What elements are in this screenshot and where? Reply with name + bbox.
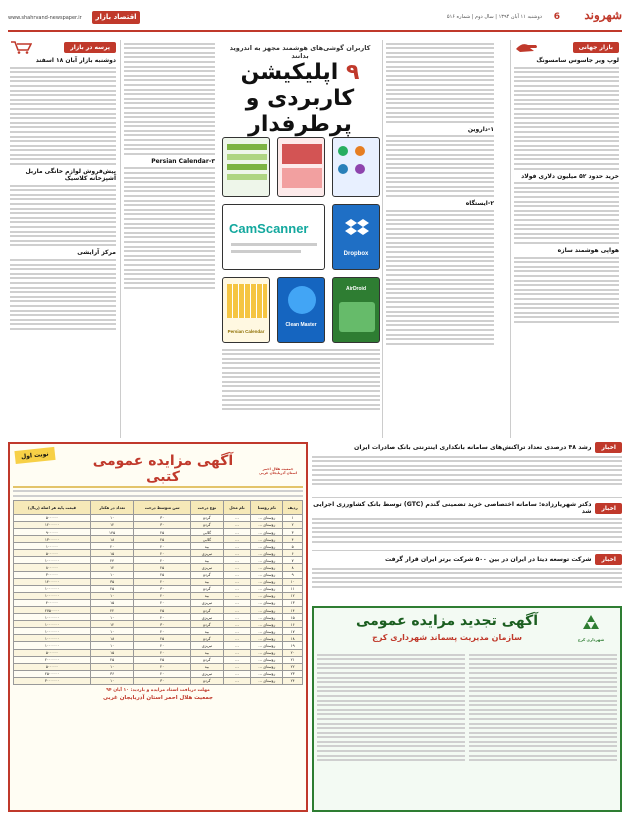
dropbox-label: Dropbox — [343, 251, 369, 257]
auction-cell: روستای ... — [251, 628, 283, 635]
auction-table-row — [14, 599, 303, 606]
auction-cell: ۱۲۰۰۰۰۰ — [14, 521, 91, 528]
karaj-logo: شهرداری کرج — [569, 613, 613, 642]
auction-cell: ۳۰ — [134, 585, 191, 592]
feature-subhead-1: ۱-داروین — [467, 125, 494, 133]
auction-cell: ۱۰ — [90, 592, 133, 599]
auction-cell: ۱۶ — [283, 621, 303, 628]
auction-cell: گردو — [191, 656, 224, 663]
auction-cell: ۱۴ — [283, 607, 303, 614]
page-number: 6 — [553, 12, 560, 22]
middle-body-2 — [124, 167, 215, 288]
headline-2: پیش‌فروش لوازم خانگی ماربل آشپزخانه کلاسیک — [25, 168, 116, 183]
auction-table-header — [14, 500, 303, 514]
karaj-ad-subtitle: سازمان مدیریت پسماند شهرداری کرج — [372, 633, 522, 642]
auction-cell: تبریزی — [191, 642, 224, 649]
article-body-3 — [514, 257, 619, 323]
auction-cell: بید — [191, 578, 224, 585]
auction-cell: ۱۸ — [90, 536, 133, 543]
auction-cell: ۷ — [283, 557, 303, 564]
auction-cell: ۲۵ — [134, 571, 191, 578]
col-village: نام روستا — [251, 500, 283, 514]
header-rule — [8, 30, 622, 32]
auction-cell: ۲۰ — [283, 649, 303, 656]
auction-cell: ۱۰۰۰۰۰۰ — [14, 557, 91, 564]
auction-cell: ۲۴ — [90, 557, 133, 564]
article-body-2 — [514, 182, 619, 244]
auction-table-row — [14, 635, 303, 642]
news-tag: اخبار — [595, 554, 622, 565]
page-header — [8, 6, 622, 32]
news-item-2 — [312, 501, 622, 551]
auction-table-row — [14, 649, 303, 656]
auction-cell: ۱۰۰۰۰۰۰ — [14, 621, 91, 628]
auction-cell: بید — [191, 592, 224, 599]
auction-cell: ۳ — [283, 528, 303, 535]
right-column — [510, 40, 622, 438]
persiancalendar-label: Persian Calendar — [227, 329, 265, 334]
left-column — [8, 40, 118, 438]
red-crescent-logo: جمعیت هلال احمر استان آذربایجان غربی — [257, 449, 299, 475]
auction-cell: ۱۳۰۰۰۰۰ — [14, 536, 91, 543]
auction-cell: ... — [223, 628, 251, 635]
auction-cell: ۵۰۰۰۰۰ — [14, 649, 91, 656]
auction-cell: ۱۲ — [283, 592, 303, 599]
auction-cell: ... — [223, 635, 251, 642]
auction-cell: گردو — [191, 571, 224, 578]
feature-title: ۹ اپلیکیشن — [240, 60, 360, 85]
auction-cell: ۱ — [283, 514, 303, 521]
auction-cell: ۵ — [283, 543, 303, 550]
phone-screenshot-3 — [222, 137, 270, 197]
auction-cell: ۲۵ — [134, 635, 191, 642]
news-body-3 — [312, 568, 622, 588]
auction-cell: گلابی — [191, 528, 224, 535]
phone-screenshot-airdroid — [332, 277, 380, 343]
auction-cell: بید — [191, 649, 224, 656]
news-item-3 — [312, 554, 622, 602]
auction-cell: روستای ... — [251, 571, 283, 578]
auction-cell: تبریزی — [191, 564, 224, 571]
auction-cell: ۲۵ — [134, 656, 191, 663]
auction-table-row — [14, 628, 303, 635]
auction-cell: ۲۰ — [134, 670, 191, 677]
phone-screenshot-1 — [332, 137, 380, 197]
auction-cell: روستای ... — [251, 536, 283, 543]
col-tree-age: سن متوسط درخت — [134, 500, 191, 514]
phone-screenshot-camscanner — [222, 204, 325, 270]
section-badge: اقتصاد بازار — [92, 11, 140, 24]
auction-table-row — [14, 564, 303, 571]
auction-cell: ۴ — [283, 536, 303, 543]
auction-cell: ۱۰۰۰۰۰۰ — [14, 585, 91, 592]
auction-cell: روستای ... — [251, 635, 283, 642]
auction-cell: ۲۵ — [90, 585, 133, 592]
auction-table-row — [14, 614, 303, 621]
auction-cell: ۳۰ — [134, 521, 191, 528]
auction-cell: ۱۸ — [283, 635, 303, 642]
auction-cell: ۲۲ — [90, 607, 133, 614]
section-title: بازار جهانی — [573, 42, 619, 53]
auction-cell: ۱۰ — [90, 642, 133, 649]
auction-cell: ۲۰ — [134, 543, 191, 550]
auction-table-row — [14, 528, 303, 535]
auction-cell: روستای ... — [251, 656, 283, 663]
auction-cell: روستای ... — [251, 521, 283, 528]
auction-cell: ۱۰۰۰۰۰۰ — [14, 592, 91, 599]
auction-cell: ۱۰ — [90, 514, 133, 521]
auction-cell: ۱۰ — [90, 663, 133, 670]
auction-cell: ۲۲ — [283, 663, 303, 670]
news-item-1 — [312, 442, 622, 498]
auction-cell: ۱۵ — [90, 550, 133, 557]
auction-cell: ۸۰۰۰۰۰ — [14, 564, 91, 571]
auction-cell: گردو — [191, 635, 224, 642]
auction-table-row — [14, 656, 303, 663]
auction-cell: ۲۰ — [134, 557, 191, 564]
news-body-2 — [312, 518, 622, 543]
auction-cell: ۱۲ — [90, 521, 133, 528]
crescent-icon — [270, 449, 286, 465]
auction-cell: ... — [223, 514, 251, 521]
auction-cell: ۱۵ — [90, 649, 133, 656]
auction-cell: ۱۰۰۰۰۰ — [14, 543, 91, 550]
news-tag: اخبار — [595, 503, 622, 514]
auction-cell: ... — [223, 670, 251, 677]
auction-table-row — [14, 536, 303, 543]
auction-cell: ۲ — [283, 521, 303, 528]
auction-cell: تبریزی — [191, 614, 224, 621]
auction-cell: ۱۰۰۰۰۰۰ — [14, 614, 91, 621]
auction-cell: ۳۰ — [134, 677, 191, 684]
karaj-ad-body-right — [469, 651, 617, 764]
auction-cell: بید — [191, 543, 224, 550]
auction-cell: ... — [223, 677, 251, 684]
auction-cell: ۲۵ — [134, 607, 191, 614]
auction-cell: ۲۴ — [283, 677, 303, 684]
auction-cell: ۲۰ — [134, 578, 191, 585]
col-tree-type: نوع درخت — [191, 500, 224, 514]
auction-cell: ۲۵ — [134, 528, 191, 535]
auction-cell: ... — [223, 614, 251, 621]
col-price: قیمت پایه هر اصله (ریال) — [14, 500, 91, 514]
auction-table-row — [14, 521, 303, 528]
middle-body-1 — [124, 43, 215, 155]
auction-table-row — [14, 670, 303, 677]
headline-1: دوشنبه بازار آبان ۱۸ اسفند — [35, 57, 116, 64]
auction-table-row — [14, 557, 303, 564]
auction-cell: ۱۲ — [90, 621, 133, 628]
auction-cell: ۲۰ — [134, 592, 191, 599]
auction-cell: ۱۰۰۰۰۰۰ — [14, 642, 91, 649]
karaj-auction-ad — [312, 606, 622, 812]
auction-cell: گردو — [191, 514, 224, 521]
auction-cell: ۲۰ — [90, 543, 133, 550]
auction-cell: گردو — [191, 585, 224, 592]
auction-cell: ۲۰ — [134, 614, 191, 621]
news-tag: اخبار — [595, 442, 622, 453]
auction-table-row — [14, 514, 303, 521]
auction-cell: ۲۰ — [134, 599, 191, 606]
auction-cell: ... — [223, 578, 251, 585]
feature-title-line2: کاربردی و پرطرفدار — [245, 86, 355, 137]
auction-cell: ۱۵ — [283, 614, 303, 621]
news-headline-2: دکتر شهریار‌زاده: سامانه اختصاصی خرید تضمینی گندم (GTC) توسط بانک کشاورزی اجرایی شد — [313, 501, 592, 515]
auction-cell: روستای ... — [251, 614, 283, 621]
auction-cell: ۲۰ — [134, 649, 191, 656]
auction-table-row — [14, 585, 303, 592]
auction-table-row — [14, 677, 303, 684]
feature-body-3 — [386, 210, 494, 345]
auction-cell: ... — [223, 571, 251, 578]
auction-cell: ۲۵ — [90, 656, 133, 663]
auction-cell: روستای ... — [251, 550, 283, 557]
auction-table-row — [14, 578, 303, 585]
auction-cell: ۵۰۰۰۰۰ — [14, 550, 91, 557]
middle-subhead: ۳-Persian Calendar — [151, 157, 215, 165]
auction-cell: ۱۹ — [283, 642, 303, 649]
auction-cell: گردو — [191, 607, 224, 614]
auction-cell: ۱۲ — [90, 564, 133, 571]
auction-cell: روستای ... — [251, 649, 283, 656]
auction-cell: ۹۰۰۰۰۰ — [14, 528, 91, 535]
auction-table-row — [14, 642, 303, 649]
col-place: نام محل — [223, 500, 251, 514]
auction-cell: ... — [223, 649, 251, 656]
auction-cell: ۳۰۰۰۰۰۰ — [14, 677, 91, 684]
issue-info: دوشنبه ۱۱ آبان ۱۳۹۴ | سال دوم | شماره ۵۱۶ — [446, 14, 542, 20]
auction-cell: ... — [223, 599, 251, 606]
auction-cell: گردو — [191, 677, 224, 684]
col-row: ردیف — [283, 500, 303, 514]
auction-cell: بید — [191, 557, 224, 564]
auction-cell: ۲۰۰۰۰۰۰ — [14, 656, 91, 663]
headline-2: خرید حدود ۵۲ میلیون دلاری فولاد — [521, 172, 619, 180]
auction-cell: ۱۰ — [90, 571, 133, 578]
middle-text-column — [120, 40, 218, 438]
news-body-1 — [312, 456, 622, 486]
auction-cell: ۲۰ — [134, 550, 191, 557]
auction-table-row — [14, 607, 303, 614]
auction-cell: ۵۰۰۰۰۰ — [14, 663, 91, 670]
auction-cell: ... — [223, 536, 251, 543]
auction-cell: روستای ... — [251, 592, 283, 599]
left-body-1 — [10, 67, 116, 165]
dropbox-icon — [345, 219, 369, 239]
auction-cell: ۴۰۰۰۰۰ — [14, 599, 91, 606]
auction-cell: ۶ — [283, 550, 303, 557]
auction-cell: ۹ — [283, 571, 303, 578]
auction-cell: ۱۰ — [90, 628, 133, 635]
auction-table — [13, 500, 303, 685]
auction-cell: ... — [223, 656, 251, 663]
auction-cell: ... — [223, 585, 251, 592]
auction-table-row — [14, 543, 303, 550]
news-headline-3: شرکت توسعه دیتا در ایران در بین ۵۰۰ شرکت برتر ایران قرار گرفت — [384, 556, 592, 563]
phone-screenshot-cleanmaster — [277, 277, 325, 343]
auction-cell: ... — [223, 592, 251, 599]
auction-cell: روستای ... — [251, 642, 283, 649]
auction-cell: ۲۱ — [283, 656, 303, 663]
auction-footer-org: جمعیت هلال احمر استان آذربایجان غربی — [102, 695, 214, 702]
auction-cell: ... — [223, 550, 251, 557]
auction-cell: ... — [223, 607, 251, 614]
auction-cell: گردو — [191, 521, 224, 528]
headline-3: هواپی هوشمند سازه — [557, 246, 619, 254]
auction-cell: گلابی — [191, 536, 224, 543]
feature-subhead-2: ۲-ایستگاه — [465, 200, 494, 207]
feature-text-column — [382, 40, 497, 438]
auction-footer-note: مهلت دریافت اسناد مزایده و بازدید: ۱۰ آبان ۹۴ — [106, 688, 210, 694]
auction-cell: ... — [223, 663, 251, 670]
auction-cell: روستای ... — [251, 663, 283, 670]
auction-cell: ۲۳ — [283, 670, 303, 677]
auction-cell: روستای ... — [251, 528, 283, 535]
newspaper-logo: شهروند — [584, 8, 622, 22]
hand-icon — [514, 40, 540, 54]
auction-cell: ۱۰ — [283, 578, 303, 585]
feature-caption-block — [222, 346, 380, 436]
auction-cell: روستای ... — [251, 578, 283, 585]
cleanmaster-label: Clean Master — [285, 322, 317, 328]
auction-cell: ... — [223, 521, 251, 528]
auction-cell: ۱۸ — [90, 635, 133, 642]
auction-cell: ۳۶ — [90, 670, 133, 677]
karaj-ad-body-left — [317, 651, 465, 764]
shopping-cart-icon — [10, 40, 32, 54]
auction-cell: ۲۵ — [134, 536, 191, 543]
auction-cell: گردو — [191, 621, 224, 628]
auction-cell: روستای ... — [251, 607, 283, 614]
auction-cell: تبریزی — [191, 599, 224, 606]
auction-cell: ۱۰ — [90, 677, 133, 684]
left-body-3 — [10, 259, 116, 330]
auction-cell: ... — [223, 543, 251, 550]
auction-cell: ۱۴۵ — [90, 528, 133, 535]
phone-screenshot-persiancalendar — [222, 277, 270, 343]
auction-cell: ۳۰۰۰۰۰ — [14, 571, 91, 578]
auction-cell: ۱۳ — [283, 599, 303, 606]
auction-cell: تبریزی — [191, 550, 224, 557]
news-headline-1: رشد ۴۸ درصدی تعداد تراکنش‌های سامانه بانکداری اینترنتی بانک صادرات ایران — [354, 444, 592, 451]
col-count: تعداد در هکتار — [90, 500, 133, 514]
auction-cell: ۲۵ — [134, 564, 191, 571]
auction-cell: روستای ... — [251, 514, 283, 521]
auction-cell: ۱۰۰۰۰۰۰ — [14, 628, 91, 635]
auction-cell: ۱۱ — [283, 585, 303, 592]
auction-cell: ۱۰ — [90, 614, 133, 621]
camscanner-label: CamScanner — [229, 221, 309, 236]
auction-badge: نوبت اول — [14, 447, 55, 464]
auction-cell: ۲۰ — [134, 663, 191, 670]
auction-cell: ۱۰۰۰۰۰۰ — [14, 635, 91, 642]
auction-cell: روستای ... — [251, 599, 283, 606]
auction-intro — [13, 486, 303, 497]
auction-cell: ... — [223, 621, 251, 628]
headline-3: مرکز آرایشی — [77, 249, 116, 257]
auction-cell: ... — [223, 642, 251, 649]
auction-table-row — [14, 571, 303, 578]
auction-cell: ۳۰ — [134, 514, 191, 521]
feature-caption — [222, 349, 380, 411]
auction-table-row — [14, 621, 303, 628]
auction-cell: ۳۰ — [134, 621, 191, 628]
auction-cell: روستای ... — [251, 670, 283, 677]
auction-title: آگهی مزایده عمومی کتبی — [92, 453, 234, 485]
phone-screenshot-2 — [277, 137, 325, 197]
auction-cell: روستای ... — [251, 621, 283, 628]
auction-table-row — [14, 592, 303, 599]
auction-cell: ۲۵۰۰۰۰۰ — [14, 670, 91, 677]
airdroid-label: AirDroid — [346, 286, 366, 292]
feature-body-2 — [386, 135, 494, 197]
feature-title-block — [220, 44, 380, 138]
phone-screenshot-dropbox — [332, 204, 380, 270]
auction-cell: ۲۰ — [134, 642, 191, 649]
auction-cell: ۸ — [283, 564, 303, 571]
auction-cell: بید — [191, 663, 224, 670]
karaj-ad-title: آگهی تجدید مزایده عمومی — [355, 613, 539, 629]
app-screenshots-grid — [222, 137, 380, 343]
auction-cell: تبریزی — [191, 670, 224, 677]
auction-ad — [8, 442, 308, 812]
auction-cell: ۱۷ — [283, 628, 303, 635]
feature-body-1 — [386, 43, 494, 123]
section-title: پرسه در بازار — [64, 42, 116, 53]
feature-kicker: کاربران گوشی‌های هوشمند مجهز به اندروید بدانند — [229, 44, 371, 60]
auction-cell: ... — [223, 557, 251, 564]
auction-cell: ... — [223, 528, 251, 535]
auction-cell: روستای ... — [251, 564, 283, 571]
economic-news — [312, 442, 622, 602]
auction-cell: ۲۷۵۰۰۰۰ — [14, 607, 91, 614]
auction-cell: ۱۵ — [90, 599, 133, 606]
article-body-1 — [514, 67, 619, 170]
auction-cell: ۲۰ — [134, 628, 191, 635]
website-url: www.shahrvand-newspaper.ir — [8, 15, 82, 21]
auction-cell: ۱۴۰۰۰۰۰ — [14, 578, 91, 585]
auction-cell: ... — [223, 564, 251, 571]
left-body-2 — [10, 185, 116, 247]
auction-cell: روستای ... — [251, 557, 283, 564]
auction-cell: ۳۵ — [90, 578, 133, 585]
auction-cell: روستای ... — [251, 543, 283, 550]
auction-cell: ۵۰۰۰۰۰ — [14, 514, 91, 521]
auction-cell: بید — [191, 628, 224, 635]
recycle-icon — [580, 613, 602, 635]
auction-cell: روستای ... — [251, 677, 283, 684]
auction-cell: روستای ... — [251, 585, 283, 592]
auction-table-row — [14, 663, 303, 670]
headline-1: لوپ ویر جاسوس سامسونگ — [536, 57, 619, 64]
auction-table-row — [14, 550, 303, 557]
